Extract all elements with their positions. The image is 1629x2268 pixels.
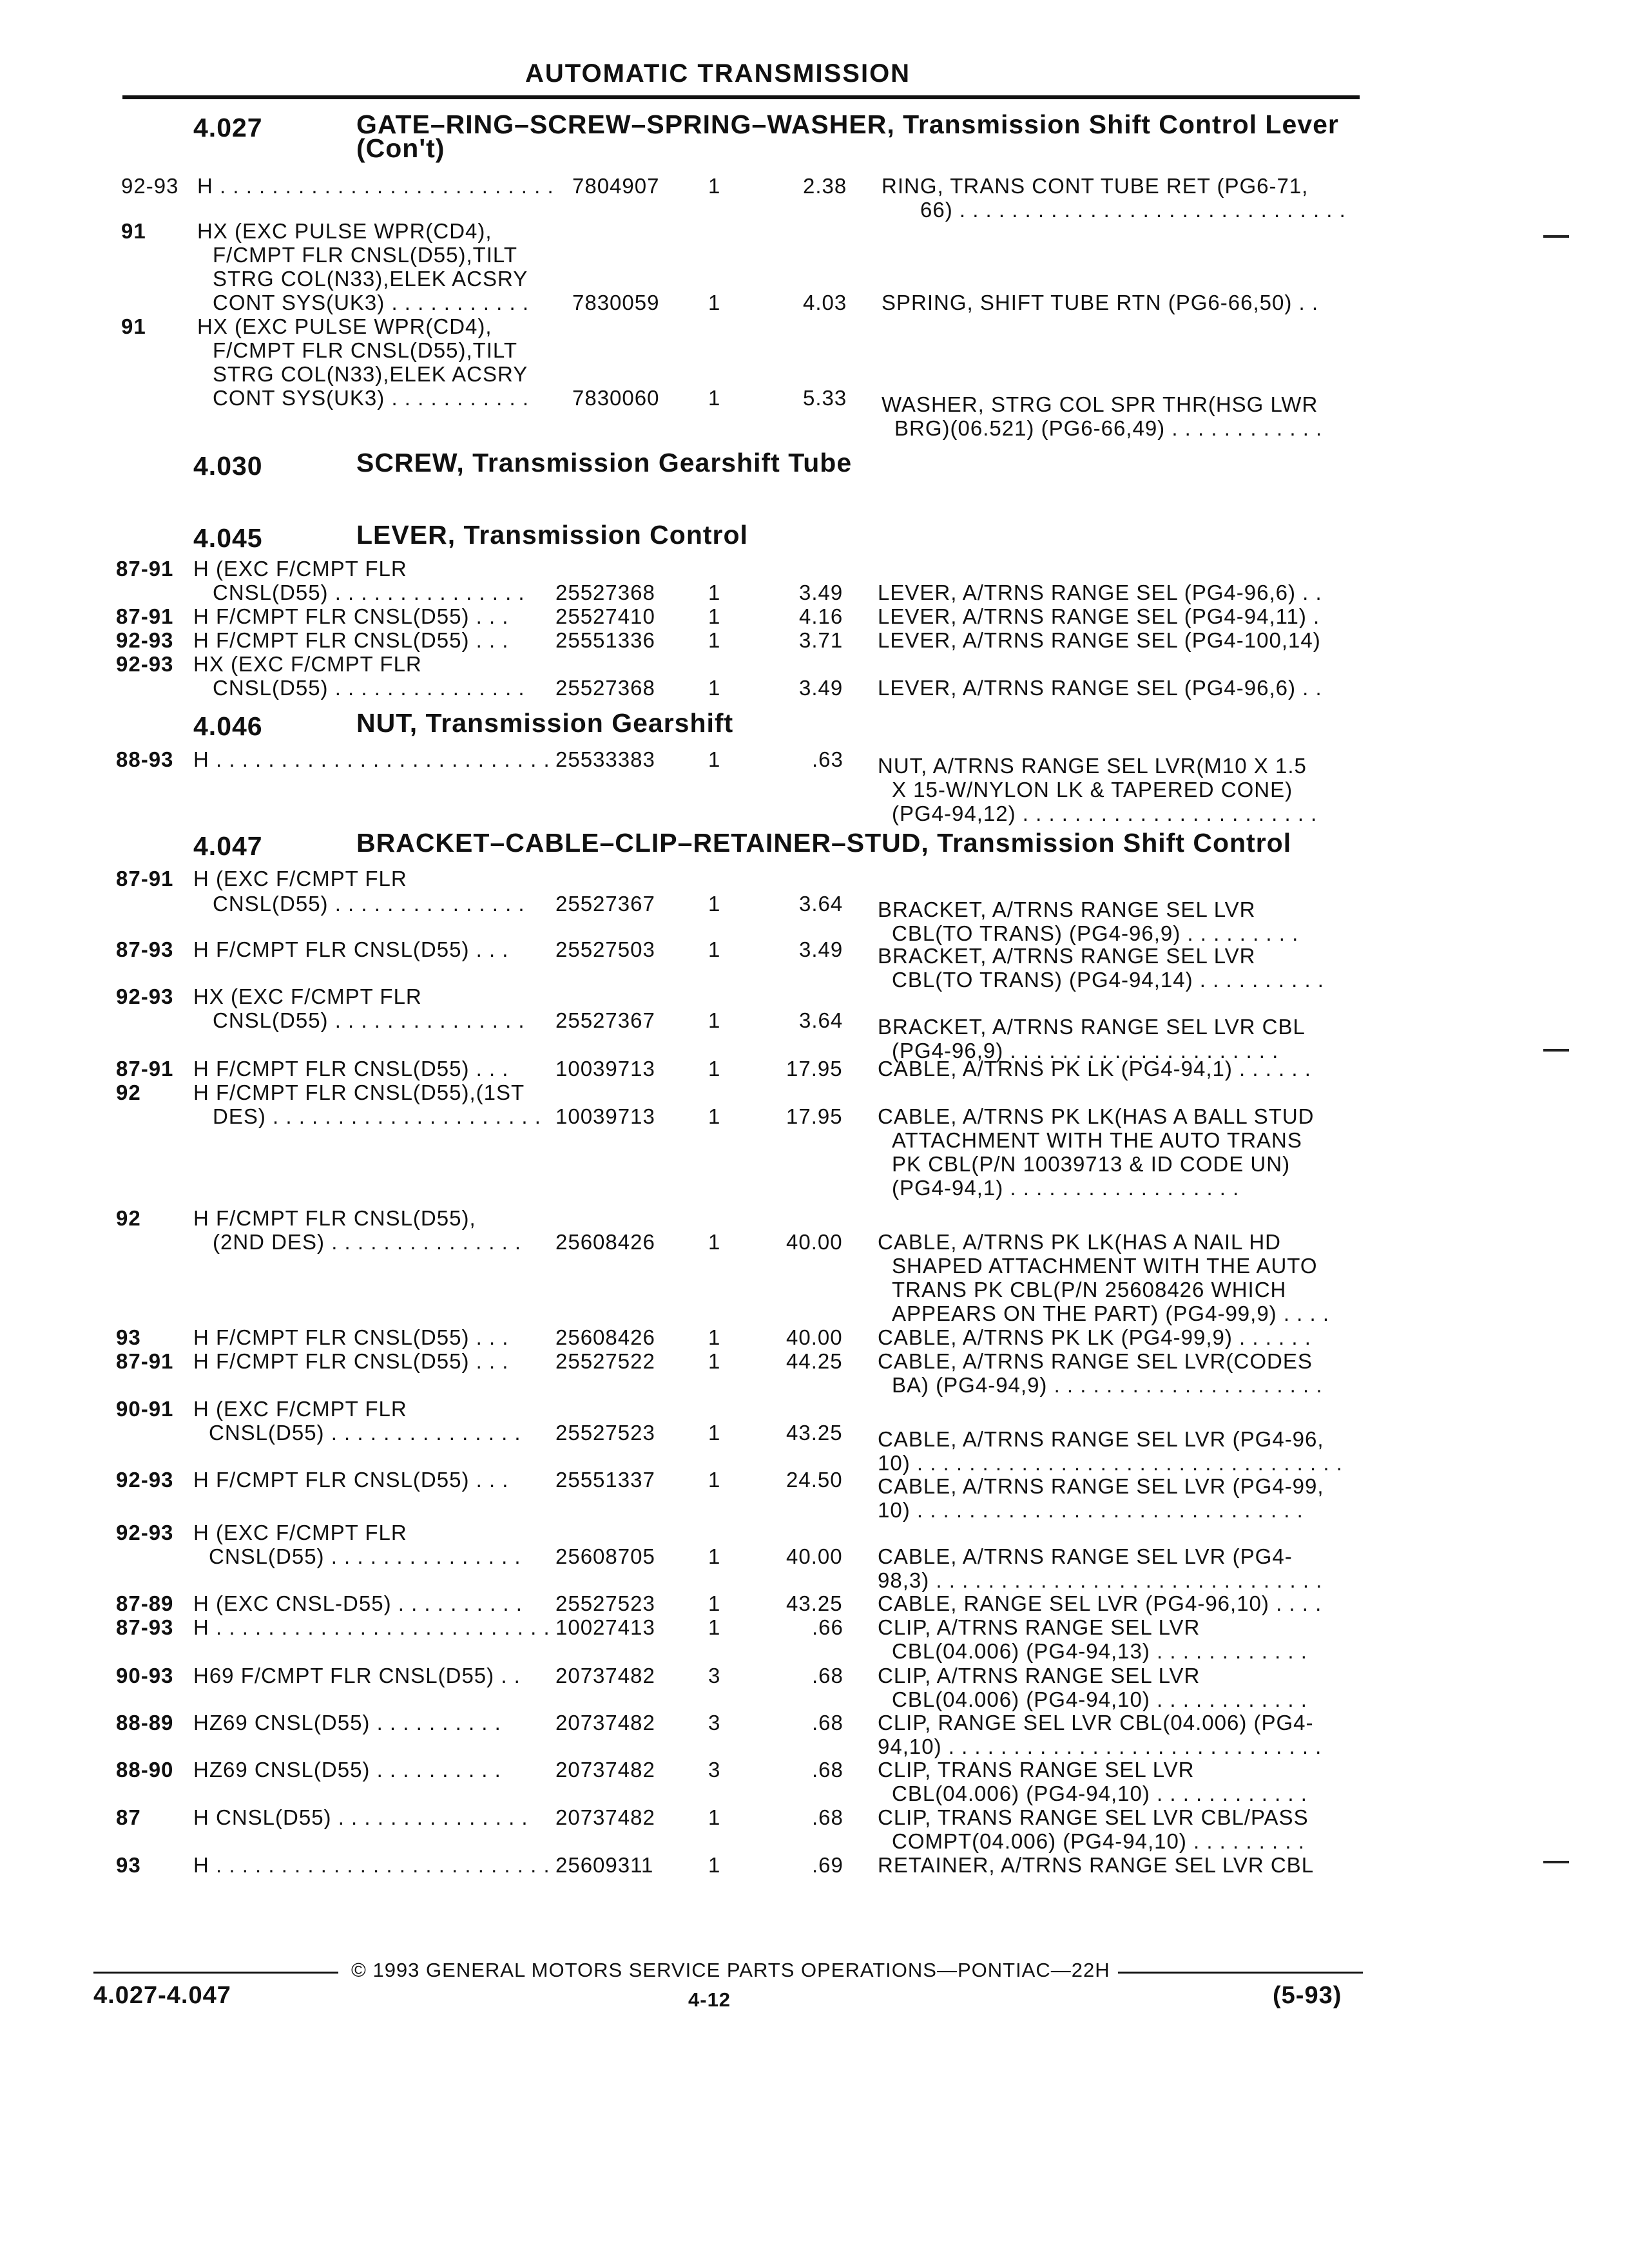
row-desc: CABLE, A/TRNS RANGE SEL LVR (PG4-99,: [878, 1474, 1324, 1498]
row-desc-cont: 98,3) . . .: [878, 1568, 1322, 1592]
row-part: 25551336: [555, 628, 655, 652]
row-app: H F/CMPT FLR CNSL(D55) . . .: [193, 937, 515, 961]
row-price: 3.49: [799, 581, 843, 604]
margin-mark: [1543, 1049, 1569, 1052]
row-app: H . . .: [193, 1615, 551, 1639]
row-qty: 1: [708, 747, 721, 771]
row-desc: LEVER, A/TRNS RANGE SEL (PG4-100,14): [878, 628, 1321, 652]
row-price: 3.49: [799, 937, 843, 961]
row-price: 3.64: [799, 892, 843, 916]
row-price: 40.00: [786, 1325, 843, 1349]
row-desc-cont: ATTACHMENT WITH THE AUTO TRANS: [892, 1128, 1302, 1152]
row-desc-cont: CBL(04.006) (PG4-94,13) . . .: [892, 1639, 1311, 1663]
row-price: 24.50: [786, 1468, 843, 1492]
row-price: .68: [812, 1664, 843, 1687]
row-part: 25527523: [555, 1591, 655, 1615]
row-qty: 1: [708, 937, 721, 961]
row-desc: CABLE, A/TRNS PK LK (PG4-99,9) . . .: [878, 1325, 1316, 1349]
row-year: 87-91: [116, 557, 174, 581]
row-price: .68: [812, 1758, 843, 1782]
row-year: 87: [116, 1805, 141, 1829]
row-app: H F/CMPT FLR CNSL(D55) . . .: [193, 628, 515, 652]
page-number: 4-12: [688, 1988, 731, 2011]
row-desc: RETAINER, A/TRNS RANGE SEL LVR CBL: [878, 1853, 1315, 1877]
row-year: 87-91: [116, 867, 174, 890]
row-price: .69: [812, 1853, 843, 1877]
row-app: H69 F/CMPT FLR CNSL(D55) . . .: [193, 1664, 520, 1687]
row-app-cont: CNSL(D55) . . .: [213, 581, 528, 604]
row-qty: 1: [708, 892, 721, 916]
row-qty: 1: [708, 1057, 721, 1081]
row-part: 20737482: [555, 1711, 655, 1735]
row-desc-cont: X 15-W/NYLON LK & TAPERED CONE): [892, 778, 1293, 802]
row-qty: 1: [708, 291, 721, 314]
row-app: HX (EXC F/CMPT FLR: [193, 985, 422, 1008]
row-year: 87-89: [116, 1591, 174, 1615]
row-year: 87-91: [116, 604, 174, 628]
row-desc: LEVER, A/TRNS RANGE SEL (PG4-94,11) .: [878, 604, 1320, 628]
row-price: .68: [812, 1711, 843, 1735]
row-year: 91: [121, 219, 146, 243]
row-qty: 3: [708, 1664, 721, 1687]
section-title: SCREW, Transmission Gearshift Tube: [356, 448, 853, 477]
section-title: BRACKET–CABLE–CLIP–RETAINER–STUD, Transmission Shift Control: [356, 828, 1292, 858]
row-app-cont: CONT SYS(UK3) . . .: [213, 386, 533, 410]
row-qty: 1: [708, 1805, 721, 1829]
row-app-cont: DES) . . .: [213, 1104, 543, 1128]
row-part: 25527367: [555, 1008, 655, 1032]
row-app-cont: (2ND DES) . . .: [213, 1230, 525, 1254]
row-desc: RING, TRANS CONT TUBE RET (PG6-71,: [882, 174, 1309, 198]
row-app: HZ69 CNSL(D55) . . .: [193, 1711, 506, 1735]
row-qty: 1: [708, 1008, 721, 1032]
row-desc: CABLE, A/TRNS PK LK(HAS A NAIL HD: [878, 1230, 1281, 1254]
row-part: 25533383: [555, 747, 655, 771]
row-app-cont: STRG COL(N33),ELEK ACSRY: [213, 267, 528, 291]
row-desc-cont: (PG4-94,1) . . .: [892, 1176, 1242, 1200]
row-app-cont: CNSL(D55) . . .: [209, 1544, 525, 1568]
row-app: HX (EXC F/CMPT FLR: [193, 652, 422, 676]
row-qty: 1: [708, 1853, 721, 1877]
row-desc: CABLE, A/TRNS PK LK(HAS A BALL STUD: [878, 1104, 1315, 1128]
row-price: 3.71: [799, 628, 843, 652]
row-price: 3.64: [799, 1008, 843, 1032]
row-app-cont: F/CMPT FLR CNSL(D55),TILT: [213, 243, 517, 267]
row-app-cont: CNSL(D55) . . .: [213, 1008, 528, 1032]
row-part: 25551337: [555, 1468, 655, 1492]
footer-rule-left: [93, 1972, 338, 1974]
row-app: HX (EXC PULSE WPR(CD4),: [197, 314, 492, 338]
row-year: 93: [116, 1853, 141, 1877]
row-part: 25609311: [555, 1853, 654, 1877]
row-year: 90-93: [116, 1664, 174, 1687]
row-desc: SPRING, SHIFT TUBE RTN (PG6-66,50) . . .: [882, 291, 1325, 314]
row-year: 87-93: [116, 1615, 174, 1639]
row-part: 25608705: [555, 1544, 655, 1568]
row-qty: 1: [708, 1325, 721, 1349]
row-desc-cont: CBL(04.006) (PG4-94,10) . . .: [892, 1687, 1311, 1711]
row-app: H . . .: [197, 174, 555, 198]
row-desc-cont: TRANS PK CBL(P/N 25608426 WHICH: [892, 1278, 1287, 1302]
row-desc: BRACKET, A/TRNS RANGE SEL LVR CBL: [878, 1015, 1306, 1039]
row-app: H F/CMPT FLR CNSL(D55) . . .: [193, 1468, 515, 1492]
header-rule: [122, 95, 1360, 99]
row-desc: CLIP, TRANS RANGE SEL LVR CBL/PASS: [878, 1805, 1309, 1829]
row-app-cont: CONT SYS(UK3) . . .: [213, 291, 533, 314]
row-app: H (EXC F/CMPT FLR: [193, 1397, 407, 1421]
row-app: H F/CMPT FLR CNSL(D55),(1ST: [193, 1081, 525, 1104]
row-price: 3.49: [799, 676, 843, 700]
row-desc: BRACKET, A/TRNS RANGE SEL LVR: [878, 898, 1256, 921]
row-qty: 1: [708, 628, 721, 652]
row-part: 25527410: [555, 604, 655, 628]
row-desc: CABLE, A/TRNS RANGE SEL LVR(CODES: [878, 1349, 1313, 1373]
row-qty: 1: [708, 386, 721, 410]
row-qty: 3: [708, 1758, 721, 1782]
row-part: 25527368: [555, 581, 655, 604]
row-desc-cont: 94,10) . . .: [878, 1735, 1322, 1758]
row-part: 10039713: [555, 1057, 655, 1081]
row-qty: 1: [708, 1230, 721, 1254]
row-qty: 1: [708, 1468, 721, 1492]
row-desc-cont: (PG4-96,9) . . .: [892, 1039, 1280, 1062]
row-qty: 1: [708, 676, 721, 700]
row-desc-cont: BA) (PG4-94,9) . . .: [892, 1373, 1325, 1397]
row-desc: CLIP, RANGE SEL LVR CBL(04.006) (PG4-: [878, 1711, 1314, 1735]
row-desc-cont: CBL(04.006) (PG4-94,10) . . .: [892, 1782, 1311, 1805]
row-desc: CABLE, RANGE SEL LVR (PG4-96,10) . . .: [878, 1591, 1327, 1615]
row-part: 7804907: [572, 174, 660, 198]
row-app-cont: STRG COL(N33),ELEK ACSRY: [213, 362, 528, 386]
row-price: 43.25: [786, 1421, 843, 1445]
row-qty: 1: [708, 1104, 721, 1128]
row-desc-cont: (PG4-94,12) . . .: [892, 802, 1319, 825]
row-part: 25527523: [555, 1421, 655, 1445]
row-app: H F/CMPT FLR CNSL(D55) . . .: [193, 1325, 515, 1349]
row-part: 7830059: [572, 291, 660, 314]
margin-mark: [1543, 1861, 1569, 1863]
row-app-cont: CNSL(D55) . . .: [213, 892, 528, 916]
page-title: AUTOMATIC TRANSMISSION: [525, 59, 911, 88]
row-part: 20737482: [555, 1758, 655, 1782]
section-title: NUT, Transmission Gearshift: [356, 708, 734, 738]
row-desc-cont: 10) . . .: [878, 1451, 1342, 1475]
row-year: 88-89: [116, 1711, 174, 1735]
row-desc-cont: COMPT(04.006) (PG4-94,10) . . .: [892, 1829, 1309, 1853]
row-desc: WASHER, STRG COL SPR THR(HSG LWR: [882, 392, 1318, 416]
row-app: H (EXC F/CMPT FLR: [193, 867, 407, 890]
row-year: 92-93: [116, 628, 174, 652]
row-part: 25527367: [555, 892, 655, 916]
row-price: 17.95: [786, 1104, 843, 1128]
row-price: .68: [812, 1805, 843, 1829]
row-app: H . . .: [193, 1853, 551, 1877]
row-part: 25527522: [555, 1349, 655, 1373]
row-desc: CABLE, A/TRNS RANGE SEL LVR (PG4-96,: [878, 1427, 1324, 1451]
row-year: 92-93: [121, 174, 179, 198]
row-qty: 1: [708, 1591, 721, 1615]
row-price: 5.33: [803, 386, 847, 410]
row-desc: CLIP, A/TRNS RANGE SEL LVR: [878, 1664, 1200, 1687]
row-year: 88-90: [116, 1758, 174, 1782]
row-part: 10027413: [555, 1615, 655, 1639]
row-desc: CLIP, TRANS RANGE SEL LVR: [878, 1758, 1195, 1782]
section-number: 4.027: [193, 113, 263, 142]
row-app-cont: F/CMPT FLR CNSL(D55),TILT: [213, 338, 517, 362]
section-number: 4.030: [193, 451, 263, 481]
row-app: H F/CMPT FLR CNSL(D55) . . .: [193, 1057, 515, 1081]
row-app: H (EXC F/CMPT FLR: [193, 557, 407, 581]
row-app: H (EXC CNSL-D55) . . .: [193, 1591, 527, 1615]
row-desc-cont: CBL(TO TRANS) (PG4-94,14) . . .: [892, 968, 1322, 992]
copyright-line: © 1993 GENERAL MOTORS SERVICE PARTS OPERATIONS—PONTIAC—22H: [351, 1959, 1110, 1981]
row-app: H CNSL(D55) . . .: [193, 1805, 532, 1829]
row-price: 17.95: [786, 1057, 843, 1081]
row-year: 87-93: [116, 937, 174, 961]
row-part: 25527368: [555, 676, 655, 700]
row-price: .66: [812, 1615, 843, 1639]
row-price: 2.38: [803, 174, 847, 198]
row-part: 25608426: [555, 1230, 655, 1254]
row-price: 4.16: [799, 604, 843, 628]
row-qty: 1: [708, 174, 721, 198]
section-number: 4.045: [193, 523, 263, 553]
row-desc-cont: PK CBL(P/N 10039713 & ID CODE UN): [892, 1152, 1291, 1176]
row-part: 10039713: [555, 1104, 655, 1128]
row-year: 88-93: [116, 747, 174, 771]
row-qty: 1: [708, 1349, 721, 1373]
row-desc-cont: 66) . . .: [882, 198, 1346, 222]
row-year: 87-91: [116, 1057, 174, 1081]
revision-date: (5-93): [1273, 1982, 1342, 2009]
row-year: 90-91: [116, 1397, 174, 1421]
row-app: HZ69 CNSL(D55) . . .: [193, 1758, 506, 1782]
row-app: H F/CMPT FLR CNSL(D55),: [193, 1206, 476, 1230]
footer-rule-right: [1118, 1972, 1363, 1974]
row-part: 7830060: [572, 386, 660, 410]
footer-section-range: 4.027-4.047: [93, 1982, 231, 2009]
row-year: 91: [121, 314, 146, 338]
section-title: LEVER, Transmission Control: [356, 520, 748, 550]
section-number: 4.047: [193, 831, 263, 861]
row-price: .63: [812, 747, 843, 771]
row-part: 25527503: [555, 937, 655, 961]
section-title: GATE–RING–SCREW–SPRING–WASHER, Transmission Shift Control Lever (Con't): [356, 110, 1339, 163]
row-price: 4.03: [803, 291, 847, 314]
row-app: H F/CMPT FLR CNSL(D55) . . .: [193, 1349, 515, 1373]
row-part: 25608426: [555, 1325, 655, 1349]
row-desc-cont: SHAPED ATTACHMENT WITH THE AUTO: [892, 1254, 1318, 1278]
row-year: 92-93: [116, 1468, 174, 1492]
row-year: 87-91: [116, 1349, 174, 1373]
row-desc-cont: CBL(TO TRANS) (PG4-96,9) . . .: [892, 921, 1296, 945]
row-desc: CLIP, A/TRNS RANGE SEL LVR: [878, 1615, 1200, 1639]
row-app: HX (EXC PULSE WPR(CD4),: [197, 219, 492, 243]
row-app-cont: CNSL(D55) . . .: [209, 1421, 525, 1445]
row-qty: 1: [708, 1421, 721, 1445]
row-desc-cont: BRG)(06.521) (PG6-66,49) . . .: [882, 416, 1326, 440]
row-qty: 1: [708, 581, 721, 604]
row-app: H F/CMPT FLR CNSL(D55) . . .: [193, 604, 515, 628]
row-part: 20737482: [555, 1664, 655, 1687]
row-desc-cont: 10) . . .: [878, 1498, 1304, 1522]
margin-mark: [1543, 235, 1569, 238]
row-app: H . . .: [193, 747, 551, 771]
row-desc: NUT, A/TRNS RANGE SEL LVR(M10 X 1.5: [878, 754, 1307, 778]
row-price: 44.25: [786, 1349, 843, 1373]
section-number: 4.046: [193, 711, 263, 741]
row-qty: 1: [708, 1615, 721, 1639]
row-year: 92-93: [116, 1521, 174, 1544]
row-app-cont: CNSL(D55) . . .: [213, 676, 528, 700]
row-desc: CABLE, A/TRNS PK LK (PG4-94,1) . . .: [878, 1057, 1316, 1081]
row-desc: LEVER, A/TRNS RANGE SEL (PG4-96,6) . . .: [878, 581, 1328, 604]
row-qty: 1: [708, 604, 721, 628]
row-year: 92: [116, 1081, 141, 1104]
row-qty: 1: [708, 1544, 721, 1568]
row-price: 40.00: [786, 1230, 843, 1254]
row-year: 92: [116, 1206, 141, 1230]
row-year: 92-93: [116, 985, 174, 1008]
row-qty: 3: [708, 1711, 721, 1735]
row-desc: LEVER, A/TRNS RANGE SEL (PG4-96,6) . . .: [878, 676, 1328, 700]
row-price: 40.00: [786, 1544, 843, 1568]
row-desc-cont: APPEARS ON THE PART) (PG4-99,9) . . .: [892, 1302, 1335, 1325]
row-price: 43.25: [786, 1591, 843, 1615]
row-desc: BRACKET, A/TRNS RANGE SEL LVR: [878, 944, 1256, 968]
row-part: 20737482: [555, 1805, 655, 1829]
row-year: 93: [116, 1325, 141, 1349]
row-year: 92-93: [116, 652, 174, 676]
row-app: H (EXC F/CMPT FLR: [193, 1521, 407, 1544]
row-desc: CABLE, A/TRNS RANGE SEL LVR (PG4-: [878, 1544, 1293, 1568]
